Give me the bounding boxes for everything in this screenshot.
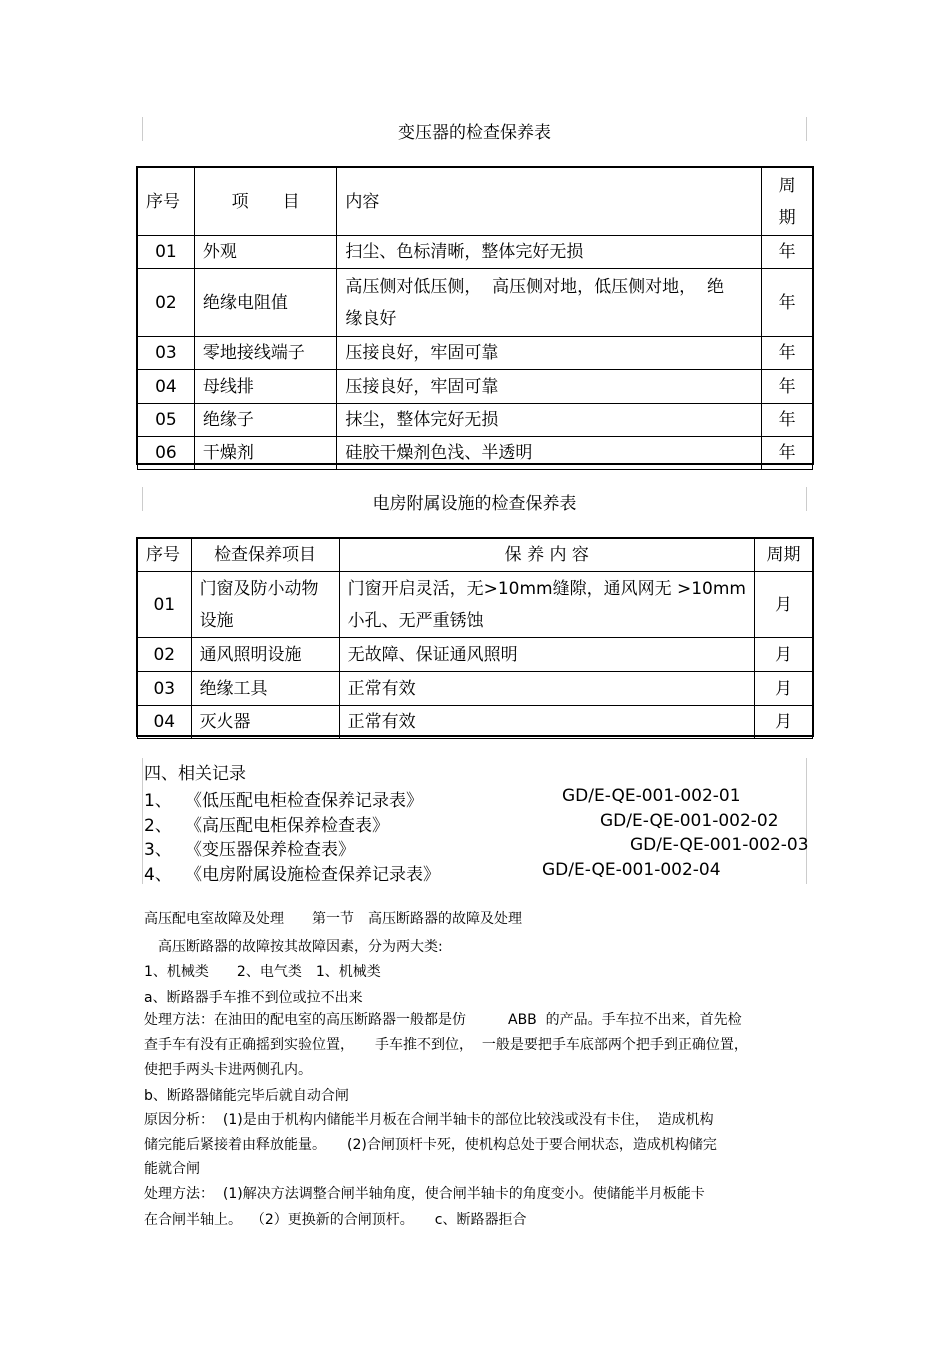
table-header-row xyxy=(138,168,813,236)
record-code: GD/E-QE-001-002-01 xyxy=(562,786,741,806)
paragraph-line: 储完能后紧接着由释放能量。 (2)合闸顶杆卡死，使机构总处于要合闸状态，造成机构储完 xyxy=(144,1137,717,1153)
header-item: 项 目 xyxy=(194,168,336,236)
row-period: 月 xyxy=(754,572,812,638)
row-content: 高压侧对低压侧， 高压侧对地，低压侧对地， 绝 缘良好 xyxy=(337,269,762,337)
transformer-maintenance-table xyxy=(137,167,813,470)
header-content: 内容 xyxy=(337,168,762,236)
row-content: 压接良好，牢固可靠 xyxy=(337,370,762,404)
record-name: 《电房附属设施检查保养记录表》 xyxy=(185,865,440,885)
row-content: 硅胶干燥剂色浅、半透明 xyxy=(337,437,762,470)
table-row xyxy=(138,236,813,269)
row-period: 年 xyxy=(762,437,813,470)
row-period: 年 xyxy=(762,337,813,370)
paragraph-line: 查手车有没有正确摇到实验位置， 手车推不到位， 一般是要把手车底部两个把手到正确位置， xyxy=(144,1037,748,1053)
row-item: 绝缘电阻值 xyxy=(194,269,336,337)
record-index: 2、 xyxy=(144,816,172,836)
row-item: 零地接线端子 xyxy=(194,337,336,370)
row-no: 01 xyxy=(138,572,192,638)
paragraph-line: 处理方法： (1)解决方法调整合闸半轴角度，使合闸半轴卡的角度变小。使储能半月板能卡 xyxy=(144,1186,705,1202)
table-row xyxy=(138,672,813,706)
row-period: 月 xyxy=(754,672,812,706)
table1-title: 变压器的检查保养表 xyxy=(398,123,551,143)
header-no: 序号 xyxy=(138,168,195,236)
row-item: 通风照明设施 xyxy=(191,638,339,672)
row-item: 绝缘子 xyxy=(194,404,336,437)
row-content: 正常有效 xyxy=(339,706,754,739)
header-period: 周 期 xyxy=(762,168,813,236)
paragraph-line: b、断路器储能完毕后就自动合闸 xyxy=(144,1088,349,1104)
row-no: 05 xyxy=(138,404,195,437)
row-content: 门窗开启灵活，无>10mm缝隙，通风网无 >10mm 小孔、无严重锈蚀 xyxy=(339,572,754,638)
substation-facility-table xyxy=(137,538,813,739)
row-no: 06 xyxy=(138,437,195,470)
records-left-mark xyxy=(142,758,143,884)
header-item: 检查保养项目 xyxy=(191,539,339,572)
header-no: 序号 xyxy=(138,539,192,572)
row-item: 外观 xyxy=(194,236,336,269)
table-header-row xyxy=(138,539,813,572)
row-period: 年 xyxy=(762,269,813,337)
paragraph-line: 能就合闸 xyxy=(144,1161,200,1177)
row-period: 年 xyxy=(762,236,813,269)
record-name: 《变压器保养检查表》 xyxy=(185,840,355,860)
row-period: 年 xyxy=(762,370,813,404)
header-content: 保 养 内 容 xyxy=(339,539,754,572)
record-code: GD/E-QE-001-002-03 xyxy=(630,835,809,855)
row-item: 母线排 xyxy=(194,370,336,404)
row-content: 正常有效 xyxy=(339,672,754,706)
row-content: 扫尘、色标清晰，整体完好无损 xyxy=(337,236,762,269)
section-heading: 高压配电室故障及处理 第一节 高压断路器的故障及处理 xyxy=(144,911,522,927)
header-period: 周期 xyxy=(754,539,812,572)
row-item: 灭火器 xyxy=(191,706,339,739)
row-no: 02 xyxy=(138,269,195,337)
paragraph-line: 高压断路器的故障按其故障因素，分为两大类: xyxy=(144,939,443,955)
records-right-mark xyxy=(806,758,807,884)
row-no: 04 xyxy=(138,370,195,404)
paragraph-line: 原因分析： (1)是由于机构内储能半月板在合闸半轴卡的部位比较浅或没有卡住， 造成机构 xyxy=(144,1112,714,1128)
paragraph-line: a、断路器手车推不到位或拉不出来 xyxy=(144,990,363,1006)
record-name: 《高压配电柜保养检查表》 xyxy=(185,816,389,836)
row-period: 月 xyxy=(754,706,812,739)
record-index: 1、 xyxy=(144,791,172,811)
row-no: 02 xyxy=(138,638,192,672)
row-no: 01 xyxy=(138,236,195,269)
row-period: 年 xyxy=(762,404,813,437)
paragraph-line: 使把手两头卡进两侧孔内。 xyxy=(144,1062,312,1078)
row-content: 无故障、保证通风照明 xyxy=(339,638,754,672)
records-heading: 四、相关记录 xyxy=(144,764,246,784)
row-content: 压接良好，牢固可靠 xyxy=(337,337,762,370)
row-content: 抹尘，整体完好无损 xyxy=(337,404,762,437)
paragraph-line: 处理方法：在油田的配电室的高压断路器一般都是仿 ABB 的产品。手车拉不出来，首先检 xyxy=(144,1012,742,1028)
row-period: 月 xyxy=(754,638,812,672)
record-code: GD/E-QE-001-002-02 xyxy=(600,811,779,831)
record-code: GD/E-QE-001-002-04 xyxy=(542,860,721,880)
record-index: 3、 xyxy=(144,840,172,860)
row-item: 绝缘工具 xyxy=(191,672,339,706)
record-index: 4、 xyxy=(144,865,172,885)
table-row xyxy=(138,370,813,404)
row-no: 03 xyxy=(138,337,195,370)
table-row xyxy=(138,337,813,370)
table-row xyxy=(138,269,813,337)
table-row xyxy=(138,404,813,437)
row-no: 03 xyxy=(138,672,192,706)
row-item: 干燥剂 xyxy=(194,437,336,470)
table-row xyxy=(138,572,813,638)
row-no: 04 xyxy=(138,706,192,739)
record-name: 《低压配电柜检查保养记录表》 xyxy=(185,791,423,811)
table-row xyxy=(138,638,813,672)
table-row xyxy=(138,437,813,470)
table-row xyxy=(138,706,813,739)
paragraph-line: 在合闸半轴上。 （2）更换新的合闸顶杆。 c、断路器拒合 xyxy=(144,1212,527,1228)
paragraph-line: 1、机械类 2、电气类 1、机械类 xyxy=(144,964,381,980)
row-item: 门窗及防小动物 设施 xyxy=(191,572,339,638)
table2-title: 电房附属设施的检查保养表 xyxy=(372,494,577,514)
